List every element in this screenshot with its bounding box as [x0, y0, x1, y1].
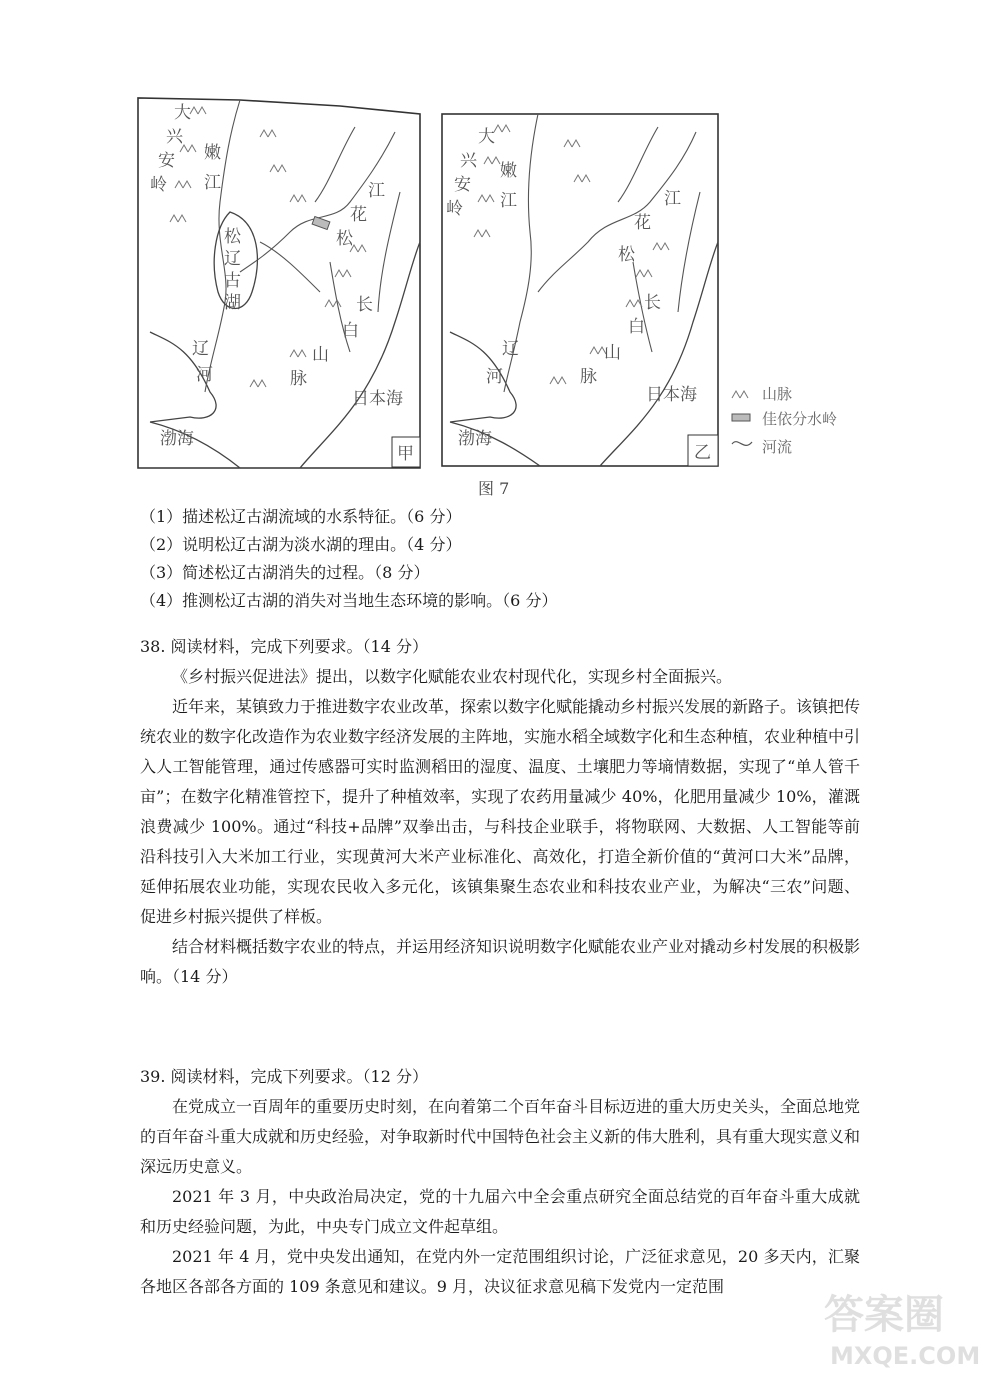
question-39-paragraph-3: 2021 年 4 月，党中央发出通知，在党内外一定范围组织讨论，广泛征求意见，20 多天内，汇聚各地区各部各方面的 109 条意见和建议。9 月，决议征求意见稿下发党内一定范围	[140, 1247, 860, 1296]
label-an: 安	[158, 151, 175, 171]
panel-label-a: 甲	[397, 444, 414, 464]
question-37-4: （4）推测松辽古湖的消失对当地生态环境的影响。（6 分）	[140, 591, 558, 610]
legend-river: 河流	[762, 438, 793, 456]
label-lake-3: 古	[224, 271, 241, 291]
label-he: 河	[486, 367, 503, 387]
label-bai: 白	[342, 321, 359, 341]
legend-divide: 佳依分水岭	[762, 410, 838, 428]
label-songhua-1: 江	[664, 189, 681, 209]
label-japan-sea: 日本海	[352, 389, 403, 409]
question-39-title: 39. 阅读材料，完成下列要求。（12 分）	[140, 1067, 428, 1086]
label-japan-sea: 日本海	[646, 385, 697, 405]
label-songhua-3: 松	[336, 229, 353, 249]
divide-icon	[732, 414, 750, 421]
label-songhua-2: 花	[350, 205, 367, 225]
map-b	[438, 92, 728, 472]
question-37-3: （3）简述松辽古湖消失的过程。（8 分）	[140, 563, 430, 582]
river-icon	[732, 442, 752, 446]
label-jiang: 江	[204, 173, 221, 193]
legend-mountain: 山脉	[762, 385, 793, 403]
question-39	[140, 1062, 860, 1302]
label-ling: 岭	[150, 175, 167, 195]
map-legend	[730, 92, 850, 472]
label-songhua-2: 花	[634, 213, 651, 233]
label-lake-2: 辽	[224, 249, 241, 269]
label-songhua-1: 江	[368, 181, 385, 201]
label-liao: 辽	[502, 339, 519, 359]
watermark-bottom: MXQE.COM	[830, 1342, 981, 1370]
figure-7	[130, 92, 850, 472]
label-shan: 山	[604, 343, 621, 363]
label-xing: 兴	[460, 151, 477, 171]
figure-caption: 图 7	[478, 479, 510, 498]
label-lake-1: 松	[224, 227, 241, 247]
label-da: 大	[478, 127, 495, 147]
label-liao: 辽	[192, 339, 209, 359]
label-ling: 岭	[446, 199, 463, 219]
label-chang: 长	[644, 293, 661, 313]
label-da: 大	[174, 103, 191, 123]
label-xing: 兴	[166, 127, 183, 147]
panel-label-b: 乙	[694, 443, 711, 463]
mountain-icon	[732, 391, 748, 398]
question-39-paragraph-2: 2021 年 3 月，中央政治局决定，党的十九届六中全会重点研究全面总结党的百年奋斗重大成就和历史经验问题，为此，中央专门成立文件起草组。	[140, 1187, 860, 1236]
label-chang: 长	[356, 295, 373, 315]
map-a	[130, 92, 430, 472]
question-37-1: （1）描述松辽古湖流域的水系特征。（6 分）	[140, 507, 462, 526]
label-nen: 嫩	[500, 161, 517, 181]
label-mai: 脉	[290, 369, 307, 389]
watermark-logo	[818, 1280, 988, 1372]
label-bai: 白	[628, 317, 645, 337]
question-38	[140, 632, 860, 992]
label-an: 安	[454, 175, 471, 195]
watermark-top: 答案圈	[824, 1292, 944, 1338]
question-38-prompt: 结合材料概括数字农业的特点，并运用经济知识说明数字化赋能农业产业对撬动乡村发展的积极影响。（14 分）	[140, 937, 861, 986]
question-38-paragraph-1: 《乡村振兴促进法》提出，以数字化赋能农业农村现代化，实现乡村全面振兴。	[172, 667, 733, 686]
question-39-paragraph-1: 在党成立一百周年的重要历史时刻，在向着第二个百年奋斗目标迈进的重大历史关头，全面总地党的百年奋斗重大成就和历史经验，对争取新时代中国特色社会主义新的伟大胜利，具有重大现实意义和深远历史意义。	[140, 1097, 861, 1176]
label-songhua-3: 松	[618, 245, 635, 265]
label-lake-4: 湖	[224, 293, 241, 313]
label-nen: 嫩	[204, 143, 221, 163]
question-37-2: （2）说明松辽古湖为淡水湖的理由。（4 分）	[140, 535, 462, 554]
question-38-paragraph-2: 近年来，某镇致力于推进数字农业改革，探索以数字化赋能撬动乡村振兴发展的新路子。该镇把传统农业的数字化改造作为农业数字经济发展的主阵地，实施水稻全域数字化和生态种植，农业种植中引入人工智能管理，通过传感器可实时监测稻田的湿度、温度、土壤肥力等墒情数据，实现了“单人管千亩”；在数字化精准管控下，提升了种植效率，实现了农药用量减少 40%，化肥用量减少 10%，灌溉浪费减少 100%。通过“科技+品牌”双拳出击，与科技企业联手，将物联网、大数据、人工智能等前沿科技引入大米加工行业，实现黄河大米产业标准化、高效化，打造全新价值的“黄河口大米”品牌，延伸拓展农业功能，实现农民收入多元化，该镇集聚生态农业和科技农业产业，为解决“三农”问题、促进乡村振兴提供了样板。	[140, 697, 861, 926]
label-bohai: 渤海	[160, 429, 194, 449]
question-37-list	[140, 503, 557, 615]
label-mai: 脉	[580, 367, 597, 387]
divide-symbol	[312, 217, 330, 230]
question-38-title: 38. 阅读材料，完成下列要求。（14 分）	[140, 637, 428, 656]
label-shan: 山	[312, 345, 329, 365]
label-jiang: 江	[500, 191, 517, 211]
label-he: 河	[196, 365, 213, 385]
label-bohai: 渤海	[458, 429, 492, 449]
